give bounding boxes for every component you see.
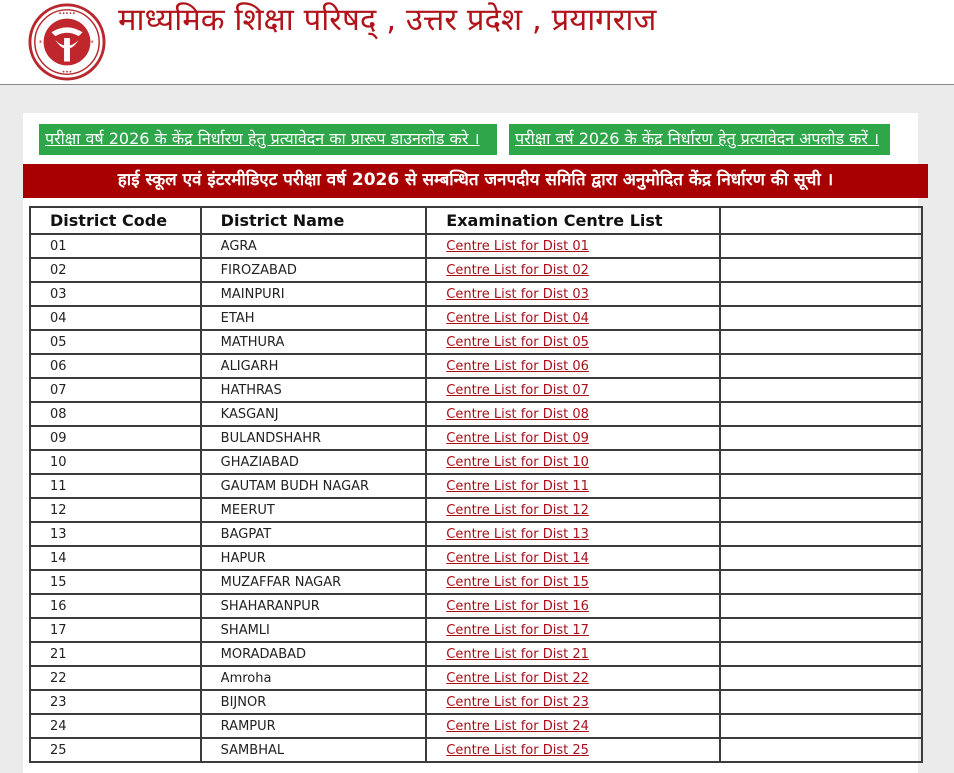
district-name: GHAZIABAD xyxy=(201,450,427,474)
centre-list-cell xyxy=(426,330,719,354)
empty-cell xyxy=(720,306,922,330)
upload-report-button[interactable]: परीक्षा वर्ष 2026 के केंद्र निर्धारण हेतु प्रत्यावेदन अपलोड करें । xyxy=(509,124,890,155)
empty-cell xyxy=(720,618,922,642)
table-row xyxy=(30,282,922,306)
centre-list-cell xyxy=(426,474,719,498)
centre-list-cell xyxy=(426,402,719,426)
empty-cell xyxy=(720,450,922,474)
table-row xyxy=(30,642,922,666)
empty-cell xyxy=(720,258,922,282)
district-code: 22 xyxy=(30,666,201,690)
centre-list-cell xyxy=(426,738,719,762)
empty-cell xyxy=(720,570,922,594)
empty-cell xyxy=(720,690,922,714)
district-code: 07 xyxy=(30,378,201,402)
district-code: 12 xyxy=(30,498,201,522)
district-code: 14 xyxy=(30,546,201,570)
table-row xyxy=(30,474,922,498)
empty-cell xyxy=(720,234,922,258)
district-table xyxy=(29,206,923,763)
district-code: 17 xyxy=(30,618,201,642)
centre-list-cell xyxy=(426,306,719,330)
district-name: MEERUT xyxy=(201,498,427,522)
page-title: माध्यमिक शिक्षा परिषद् , उत्तर प्रदेश , प्रयागराज xyxy=(118,2,657,38)
centre-list-link[interactable]: Centre List for Dist 22 xyxy=(446,670,589,686)
header-district-code: District Code xyxy=(30,207,201,234)
district-name: MUZAFFAR NAGAR xyxy=(201,570,427,594)
district-name: ETAH xyxy=(201,306,427,330)
district-name: MATHURA xyxy=(201,330,427,354)
centre-list-link[interactable]: Centre List for Dist 13 xyxy=(446,526,589,542)
centre-list-link[interactable]: Centre List for Dist 02 xyxy=(446,262,589,278)
table-row xyxy=(30,426,922,450)
empty-cell xyxy=(720,498,922,522)
centre-list-cell xyxy=(426,378,719,402)
table-row xyxy=(30,306,922,330)
district-code: 13 xyxy=(30,522,201,546)
centre-list-link[interactable]: Centre List for Dist 03 xyxy=(446,286,589,302)
table-row xyxy=(30,546,922,570)
empty-cell xyxy=(720,426,922,450)
table-row xyxy=(30,714,922,738)
centre-list-link[interactable]: Centre List for Dist 23 xyxy=(446,694,589,710)
section-banner: हाई स्कूल एवं इंटरमीडिएट परीक्षा वर्ष 2026 से सम्बन्धित जनपदीय समिति द्वारा अनुमोदित केंद्र निर्धारण की सूची । xyxy=(23,164,928,198)
table-row xyxy=(30,234,922,258)
table-row xyxy=(30,666,922,690)
download-format-button[interactable]: परीक्षा वर्ष 2026 के केंद्र निर्धारण हेतु प्रत्यावेदन का प्रारूप डाउनलोड करे । xyxy=(39,124,497,155)
empty-cell xyxy=(720,402,922,426)
centre-list-cell xyxy=(426,642,719,666)
district-code: 11 xyxy=(30,474,201,498)
centre-list-link[interactable]: Centre List for Dist 25 xyxy=(446,742,589,758)
svg-text:•••••: ••••• xyxy=(58,11,76,18)
district-name: SAMBHAL xyxy=(201,738,427,762)
centre-list-cell xyxy=(426,690,719,714)
table-row xyxy=(30,450,922,474)
district-name: BULANDSHAHR xyxy=(201,426,427,450)
district-code: 23 xyxy=(30,690,201,714)
district-code: 21 xyxy=(30,642,201,666)
centre-list-cell xyxy=(426,282,719,306)
centre-list-cell xyxy=(426,354,719,378)
district-name: MORADABAD xyxy=(201,642,427,666)
district-code: 08 xyxy=(30,402,201,426)
centre-list-link[interactable]: Centre List for Dist 12 xyxy=(446,502,589,518)
centre-list-cell xyxy=(426,546,719,570)
empty-cell xyxy=(720,594,922,618)
empty-cell xyxy=(720,282,922,306)
table-row xyxy=(30,570,922,594)
district-name: HATHRAS xyxy=(201,378,427,402)
centre-list-link[interactable]: Centre List for Dist 09 xyxy=(446,430,589,446)
centre-list-link[interactable]: Centre List for Dist 04 xyxy=(446,310,589,326)
empty-cell xyxy=(720,474,922,498)
district-code: 01 xyxy=(30,234,201,258)
district-code: 05 xyxy=(30,330,201,354)
site-header xyxy=(0,0,954,85)
table-row xyxy=(30,690,922,714)
centre-list-cell xyxy=(426,714,719,738)
table-row xyxy=(30,330,922,354)
centre-list-cell xyxy=(426,426,719,450)
up-emblem-logo-icon xyxy=(28,3,106,81)
table-row xyxy=(30,402,922,426)
centre-list-cell xyxy=(426,498,719,522)
district-name: FIROZABAD xyxy=(201,258,427,282)
centre-list-link[interactable]: Centre List for Dist 14 xyxy=(446,550,589,566)
empty-cell xyxy=(720,666,922,690)
table-row xyxy=(30,618,922,642)
centre-list-link[interactable]: Centre List for Dist 06 xyxy=(446,358,589,374)
district-code: 16 xyxy=(30,594,201,618)
empty-cell xyxy=(720,354,922,378)
district-code: 04 xyxy=(30,306,201,330)
svg-text:*: * xyxy=(38,38,43,47)
table-row xyxy=(30,498,922,522)
district-name: Amroha xyxy=(201,666,427,690)
table-row xyxy=(30,522,922,546)
centre-list-link[interactable]: Centre List for Dist 16 xyxy=(446,598,589,614)
district-name: MAINPURI xyxy=(201,282,427,306)
centre-list-cell xyxy=(426,618,719,642)
district-name: KASGANJ xyxy=(201,402,427,426)
table-row xyxy=(30,738,922,762)
centre-list-link[interactable]: Centre List for Dist 11 xyxy=(446,478,589,494)
centre-list-link[interactable]: Centre List for Dist 05 xyxy=(446,334,589,350)
header-district-name: District Name xyxy=(201,207,427,234)
district-code: 09 xyxy=(30,426,201,450)
centre-list-cell xyxy=(426,258,719,282)
district-name: GAUTAM BUDH NAGAR xyxy=(201,474,427,498)
district-name: BIJNOR xyxy=(201,690,427,714)
empty-cell xyxy=(720,546,922,570)
district-name: SHAHARANPUR xyxy=(201,594,427,618)
table-row xyxy=(30,258,922,282)
district-name: RAMPUR xyxy=(201,714,427,738)
centre-list-link[interactable]: Centre List for Dist 24 xyxy=(446,718,589,734)
empty-cell xyxy=(720,522,922,546)
table-row xyxy=(30,354,922,378)
empty-cell xyxy=(720,642,922,666)
centre-list-cell xyxy=(426,666,719,690)
header-centre-list: Examination Centre List xyxy=(426,207,719,234)
district-code: 15 xyxy=(30,570,201,594)
centre-list-link[interactable]: Centre List for Dist 21 xyxy=(446,646,589,662)
table-row xyxy=(30,378,922,402)
empty-cell xyxy=(720,330,922,354)
centre-list-link[interactable]: Centre List for Dist 10 xyxy=(446,454,589,470)
svg-text:•••: ••• xyxy=(61,70,73,77)
district-name: BAGPAT xyxy=(201,522,427,546)
district-code: 24 xyxy=(30,714,201,738)
district-code: 03 xyxy=(30,282,201,306)
district-code: 02 xyxy=(30,258,201,282)
empty-cell xyxy=(720,714,922,738)
district-name: HAPUR xyxy=(201,546,427,570)
centre-list-link[interactable]: Centre List for Dist 15 xyxy=(446,574,589,590)
centre-list-cell xyxy=(426,594,719,618)
table-row xyxy=(30,594,922,618)
svg-text:*: * xyxy=(90,38,94,47)
header-empty xyxy=(720,207,922,234)
empty-cell xyxy=(720,738,922,762)
centre-list-cell xyxy=(426,234,719,258)
centre-list-link[interactable]: Centre List for Dist 08 xyxy=(446,406,589,422)
district-code: 06 xyxy=(30,354,201,378)
district-name: AGRA xyxy=(201,234,427,258)
centre-list-cell xyxy=(426,450,719,474)
centre-list-cell xyxy=(426,522,719,546)
table-header-row xyxy=(30,207,922,234)
district-name: ALIGARH xyxy=(201,354,427,378)
centre-list-link[interactable]: Centre List for Dist 17 xyxy=(446,622,589,638)
empty-cell xyxy=(720,378,922,402)
district-code: 25 xyxy=(30,738,201,762)
centre-list-link[interactable]: Centre List for Dist 07 xyxy=(446,382,589,398)
district-name: SHAMLI xyxy=(201,618,427,642)
centre-list-cell xyxy=(426,570,719,594)
district-code: 10 xyxy=(30,450,201,474)
centre-list-link[interactable]: Centre List for Dist 01 xyxy=(446,238,589,254)
